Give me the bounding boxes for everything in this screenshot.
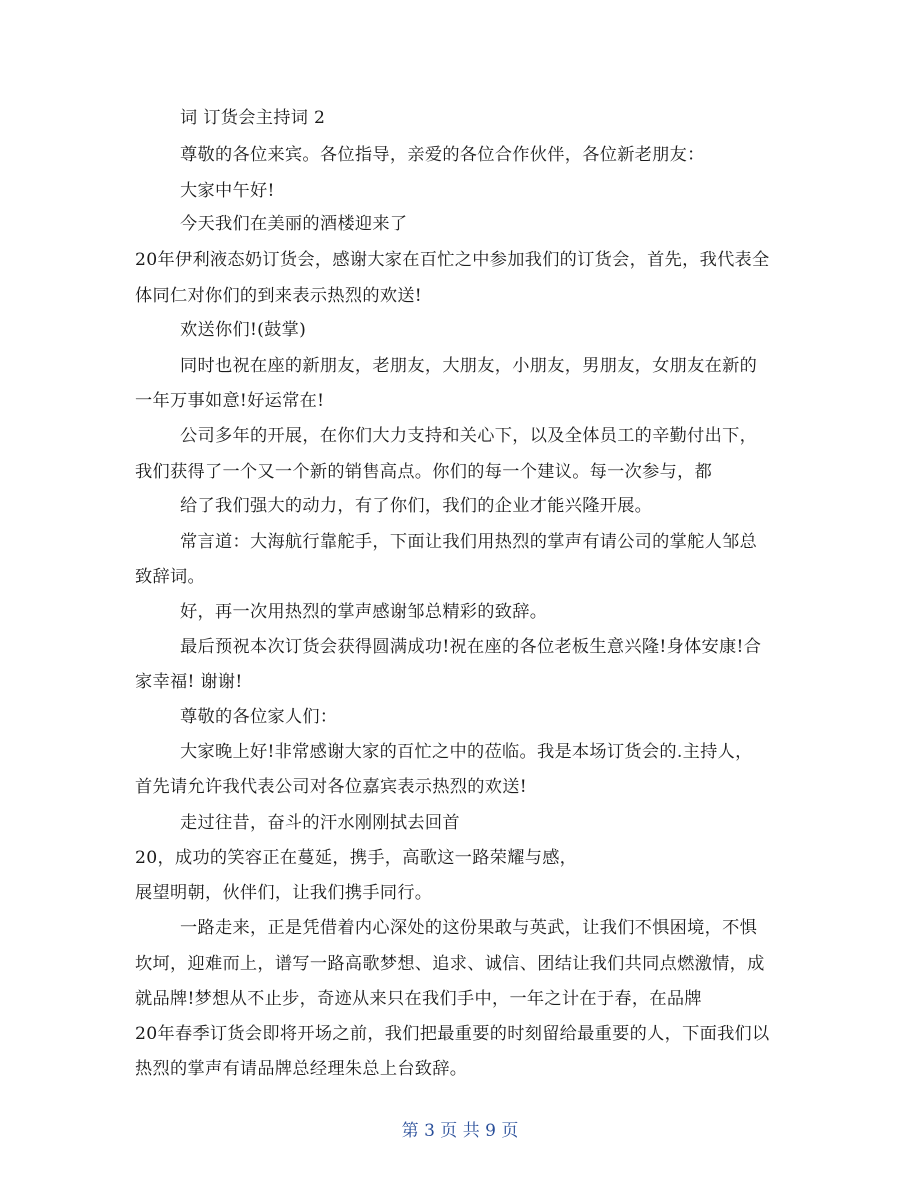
text-line: 给了我们强大的动力，有了你们，我们的企业才能兴隆开展。: [180, 496, 653, 516]
text-line: 常言道：大海航行靠舵手，下面让我们用热烈的掌声有请公司的掌舵人邹总: [180, 532, 758, 552]
text-line: 公司多年的开展，在你们大力支持和关心下，以及全体员工的辛勤付出下，: [180, 426, 758, 446]
text-line: 好，再一次用热烈的掌声感谢邹总精彩的致辞。: [180, 602, 548, 622]
text-line: 欢送你们!(鼓掌): [180, 320, 307, 340]
text-line: 展望明朝，伙伴们，让我们携手同行。: [135, 883, 433, 903]
text-line: 致辞词。: [135, 567, 205, 587]
text-line: 一路走来，正是凭借着内心深处的这份果敢与英武，让我们不惧困境，不惧: [180, 918, 758, 938]
text-line: 今天我们在美丽的酒楼迎来了: [180, 214, 408, 234]
text-line: 尊敬的各位来宾。各位指导，亲爱的各位合作伙伴，各位新老朋友：: [180, 145, 705, 165]
text-line: 体同仁对你们的到来表示热烈的欢送!: [135, 286, 423, 306]
text-line: 我们获得了一个又一个新的销售高点。你们的每一个建议。每一次参与，都: [135, 462, 713, 482]
text-line: 家幸福! 谢谢!: [135, 672, 243, 692]
text-line: 大家中午好!: [180, 181, 275, 201]
text-line: 同时也祝在座的新朋友，老朋友，大朋友，小朋友，男朋友，女朋友在新的: [180, 356, 758, 376]
text-line: 走过往昔，奋斗的汗水刚刚拭去回首: [180, 813, 460, 833]
text-line: 首先请允许我代表公司对各位嘉宾表示热烈的欢送!: [135, 777, 527, 797]
text-line: 20年伊利液态奶订货会，感谢大家在百忙之中参加我们的订货会，首先，我代表全: [135, 250, 770, 270]
text-line: 尊敬的各位家人们：: [180, 707, 338, 727]
text-line: 大家晚上好!非常感谢大家的百忙之中的莅临。我是本场订货会的.主持人，: [180, 742, 753, 762]
text-line: 一年万事如意!好运常在!: [135, 391, 325, 411]
text-line: 最后预祝本次订货会获得圆满成功!祝在座的各位老板生意兴隆!身体安康!合: [180, 637, 762, 657]
text-line: 20，成功的笑容正在蔓延，携手，高歌这一路荣耀与感，: [135, 848, 578, 868]
text-line: 就品牌!梦想从不止步，奇迹从来只在我们手中，一年之计在于春，在品牌: [135, 989, 702, 1009]
text-line: 坎坷，迎难而上，谱写一路高歌梦想、追求、诚信、团结让我们共同点燃激情，成: [135, 954, 765, 974]
text-line: 20年春季订货会即将开场之前，我们把最重要的时刻留给最重要的人，下面我们以: [135, 1024, 770, 1044]
text-line: 热烈的掌声有请品牌总经理朱总上台致辞。: [135, 1059, 468, 1079]
text-line: 词 订货会主持词 2: [180, 108, 326, 128]
page-number-footer: 第 3 页 共 9 页: [401, 1121, 519, 1141]
